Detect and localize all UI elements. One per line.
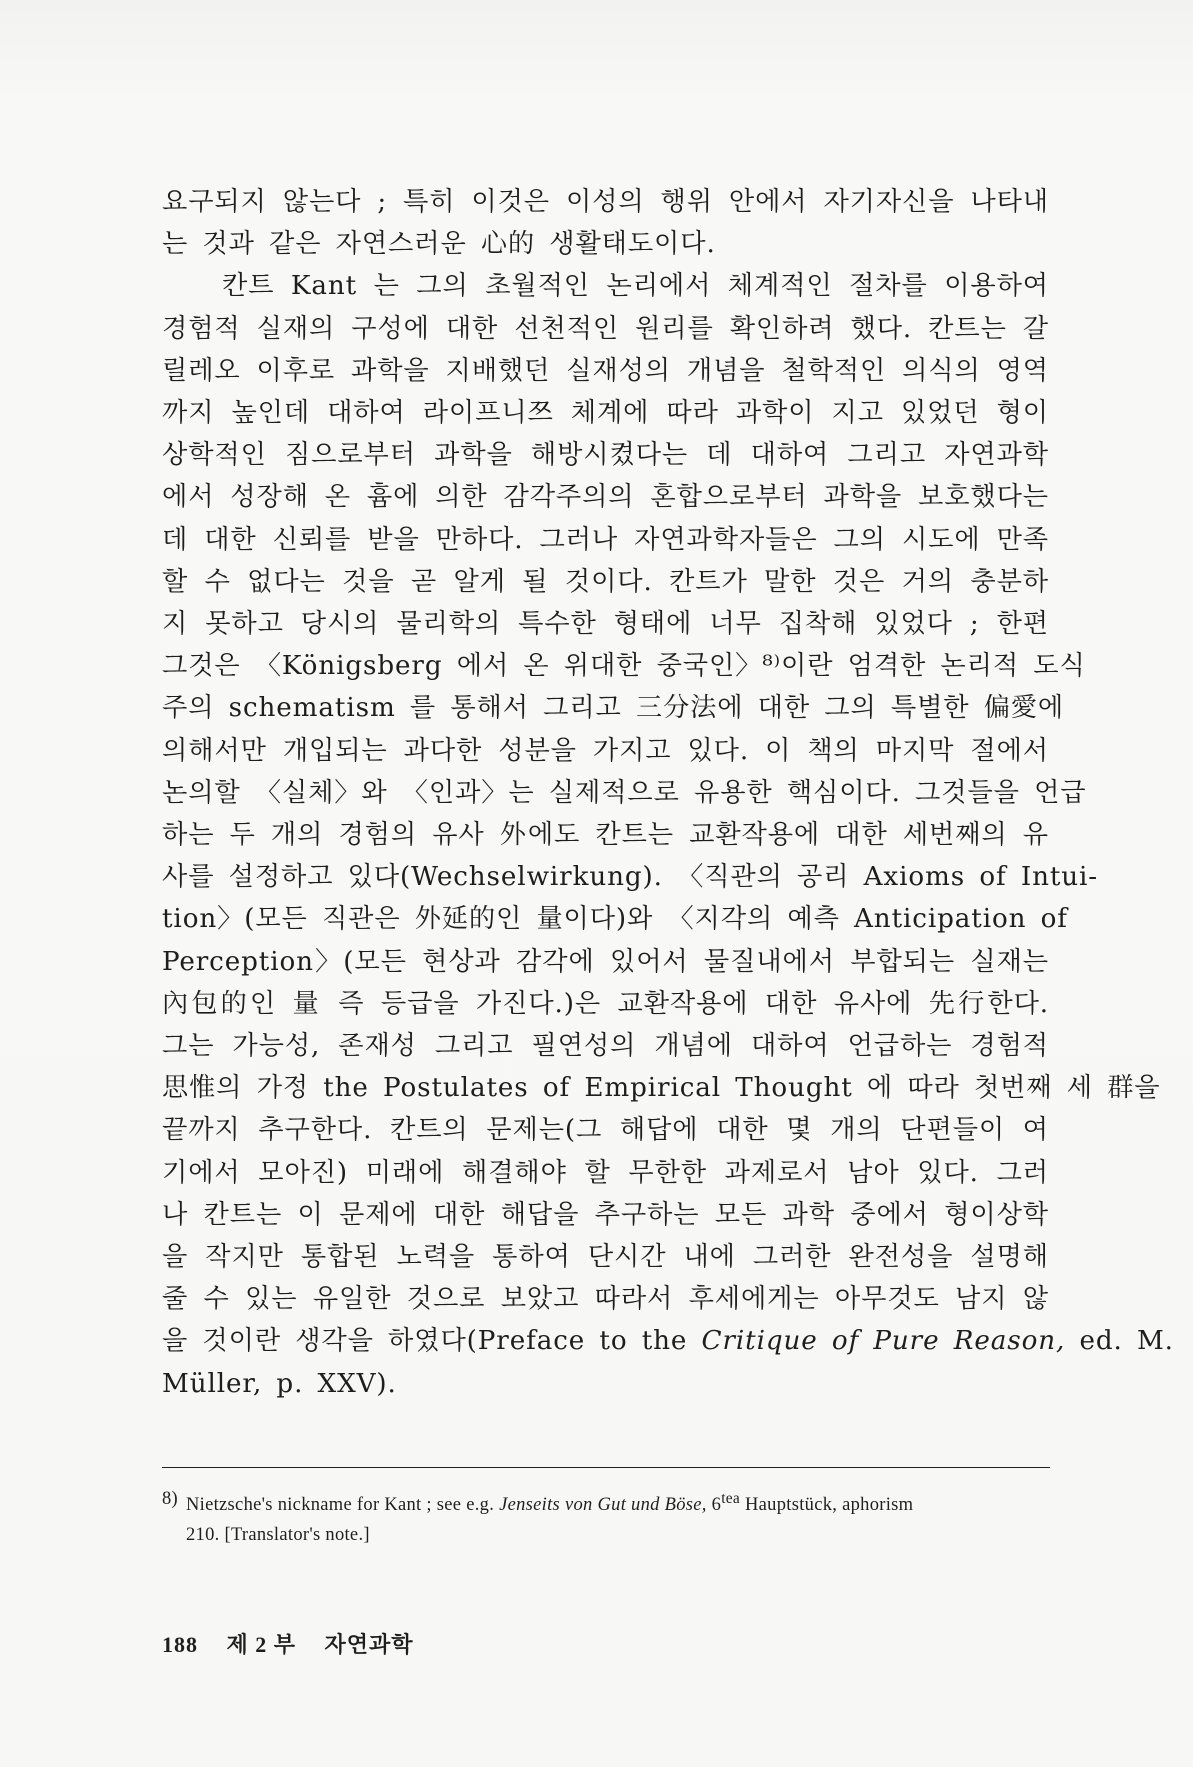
- text-line: 요구되지 않는다 ; 특히 이것은 이성의 행위 안에서 자기자신을 나타내: [162, 187, 1049, 217]
- text-line: 칸트 Kant 는 그의 초월적인 논리에서 체계적인 절차를 이용하여: [222, 271, 1049, 302]
- text-line: 그는 가능성, 존재성 그리고 필연성의 개념에 대하여 언급하는 경험적: [162, 1031, 1049, 1062]
- text-line: 을 작지만 통합된 노력을 통하여 단시간 내에 그러한 완전성을 설명해: [162, 1242, 1049, 1273]
- text-line-with-title: [162, 1320, 1174, 1362]
- text-line: 할 수 없다는 것을 곧 알게 될 것이다. 칸트가 말한 것은 거의 충분하: [162, 566, 1049, 597]
- text-line: 까지 높인데 대하여 라이프니쯔 체계에 따라 과학이 지고 있었던 형이: [162, 398, 1049, 429]
- text-line: tion〉(모든 직관은 外延的인 量이다)와 〈지각의 예측 Anticipation of: [162, 904, 1068, 935]
- text-line: 나 칸트는 이 문제에 대한 해답을 추구하는 모든 과학 중에서 형이상학: [162, 1199, 1049, 1230]
- footnote-line: [186, 1484, 1050, 1520]
- footnote: [162, 1484, 1050, 1550]
- text-line: 內包的인 量 즉 등급을 가진다.)은 교환작용에 대한 유사에 先行한다.: [162, 988, 1049, 1019]
- body-text: [162, 181, 1174, 1405]
- text-line-start: 을 것이란 생각을 하였다(Preface to the: [162, 1326, 702, 1357]
- text-line: 경험적 실재의 구성에 대한 선천적인 원리를 확인하려 했다. 칸트는 갈: [162, 313, 1049, 344]
- footnote-text: 6: [706, 1495, 722, 1516]
- text-line: 끝까지 추구한다. 칸트의 문제는(그 해답에 대한 몇 개의 단편들이 여: [162, 1115, 1049, 1146]
- page-footer: [162, 1628, 414, 1659]
- footnote-text: Hauptstück, aphorism: [740, 1495, 914, 1516]
- text-line: 사를 설정하고 있다(Wechselwirkung). 〈직관의 공리 Axioms of Intui-: [162, 862, 1099, 893]
- footnote-number: 8): [162, 1489, 179, 1509]
- text-line: 하는 두 개의 경험의 유사 外에도 칸트는 교환작용에 대한 세번째의 유: [162, 820, 1049, 851]
- text-line: 에서 성장해 온 흄에 의한 감각주의의 혼합으로부터 과학을 보호했다는: [162, 482, 1049, 513]
- footnote-text: Nietzsche's nickname for Kant ; see e.g.: [186, 1495, 500, 1516]
- text-line: 지 못하고 당시의 물리학의 특수한 형태에 너무 집착해 있었다 ; 한편: [162, 609, 1049, 640]
- text-line: 데 대한 신뢰를 받을 만하다. 그러나 자연과학자들은 그의 시도에 만족: [162, 524, 1049, 555]
- text-line: Müller, p. XXV).: [162, 1368, 397, 1399]
- text-line: 기에서 모아진) 미래에 해결해야 할 무한한 과제로서 남아 있다. 그러: [162, 1157, 1049, 1188]
- text-line: 줄 수 있는 유일한 것으로 보았고 따라서 후세에게는 아무것도 남지 않: [162, 1284, 1049, 1315]
- text-line-end: ed. M.: [1065, 1326, 1174, 1357]
- footnote-book-title: Jenseits von Gut und Böse,: [499, 1495, 707, 1516]
- page-number: 188: [162, 1632, 198, 1657]
- text-line: 思惟의 가정 the Postulates of Empirical Thought 에 따라 첫번째 세 群을: [162, 1073, 1161, 1104]
- text-line: 논의할 〈실체〉와 〈인과〉는 실제적으로 유용한 핵심이다. 그것들을 언급: [162, 777, 1087, 808]
- section-label: 자연과학: [324, 1632, 414, 1657]
- book-title: Critique of Pure Reason,: [701, 1326, 1066, 1357]
- part-label: 제 2 부: [226, 1632, 297, 1657]
- text-line: 그것은 〈Königsberg 에서 온 위대한 중국인〉⁸⁾이란 엄격한 논리적 도식: [162, 651, 1086, 682]
- text-line: 의해서만 개입되는 과다한 성분을 가지고 있다. 이 책의 마지막 절에서: [162, 735, 1049, 766]
- footnote-line: 210. [Translator's note.]: [186, 1525, 370, 1546]
- text-line: 주의 schematism 를 통해서 그리고 三分法에 대한 그의 특별한 偏愛에: [162, 693, 1065, 724]
- footnote-superscript: tea: [721, 1490, 741, 1507]
- text-line: 릴레오 이후로 과학을 지배했던 실재성의 개념을 철학적인 의식의 영역: [162, 355, 1049, 386]
- text-line: 상학적인 짐으로부터 과학을 해방시켰다는 데 대하여 그리고 자연과학: [162, 440, 1049, 471]
- text-line: 는 것과 같은 자연스러운 心的 생활태도이다.: [162, 229, 716, 260]
- text-line: Perception〉(모든 현상과 감각에 있어서 물질내에서 부합되는 실재는: [162, 946, 1049, 977]
- footnote-divider: [162, 1467, 1050, 1468]
